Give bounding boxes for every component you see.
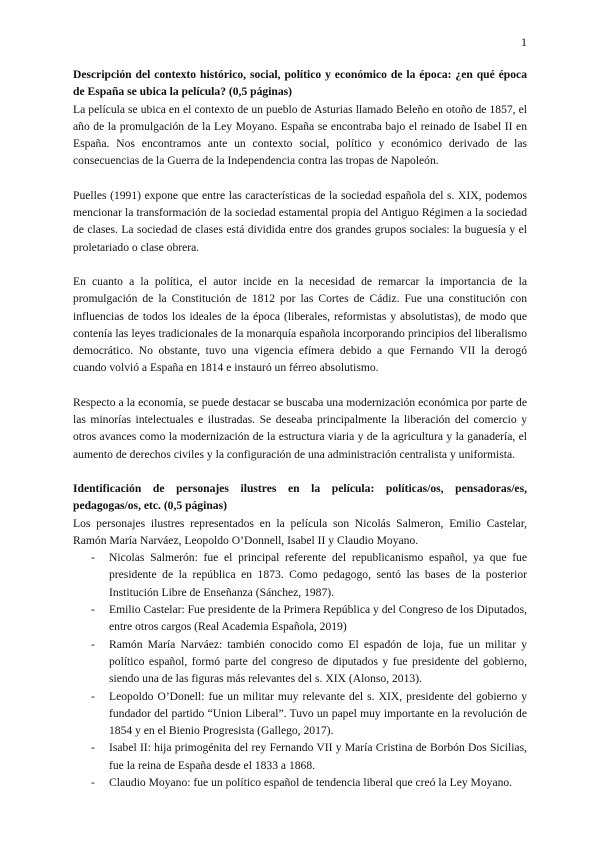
- list-item: [73, 688, 527, 740]
- list-item: [73, 739, 527, 774]
- section-heading-context: Descripción del contexto histórico, social, político y económico de la época: ¿en qué época de España se ubica la película? (0,5 páginas): [73, 68, 527, 99]
- paragraph-gap: [73, 170, 527, 187]
- paragraph-politics: En cuanto a la política, el autor incide en la necesidad de remarcar la importancia de la promulgación de la Constitución de 1812 por las Cortes de Cádiz. Fue una constitución con influencias de todos los ideales de la época (liberales, reformistas y absolutistas), de modo que contenía las leyes tradicionales de la monarquía española incorporando principios del liberalismo democrático. No obstante, tuvo una vigencia efímera debido a que Fernando VII la derogó cuando volvió a España en 1814 e instauró un férreo absolutismo.: [73, 274, 527, 375]
- list-item-text: Emilio Castelar: Fue presidente de la Primera República y del Congreso de los Diputados, entre otros cargos (Real Academia Española, 2019): [109, 603, 527, 634]
- list-item: [73, 601, 527, 636]
- list-item-text: Ramón María Narváez: también conocido como El espadón de loja, fue un militar y político español, formó parte del congreso de diputados y fue presidente del gobierno, siendo una de las figuras más relevantes del s. XIX (Alonso, 2013).: [109, 637, 527, 686]
- list-item-text: Nicolas Salmerón: fue el principal referente del republicanismo español, ya que fue presidente de la república en 1873. Como pedagogo, sentó las bases de la posterior Institución Libre de Enseñanza (Sánchez, 1987).: [109, 551, 527, 599]
- list-bullet: -: [91, 637, 95, 651]
- paragraph-characters-intro: Los personajes ilustres representados en la película son Nicolás Salmeron, Emilio Castelar, Ramón María Narváez, Leopoldo O’Donnell, Isabel II y Claudio Moyano.: [73, 516, 527, 547]
- list-item: [73, 774, 527, 791]
- paragraph-gap: [73, 463, 527, 480]
- paragraph-gap: [73, 377, 527, 394]
- list-item-text: Leopoldo O’Donell: fue un militar muy relevante del s. XIX, presidente del gobierno y fundador del partido “Union Liberal”. Tuvo un papel muy importante en la revolución de 1854 y en el Bienio Progresista (Gallego, 2017).: [109, 689, 527, 738]
- list-bullet: -: [91, 689, 95, 703]
- list-item: [73, 636, 527, 688]
- list-item: [73, 549, 527, 601]
- paragraph-setting: La película se ubica en el contexto de un pueblo de Asturias llamado Beleño en otoño de 1857, el año de la promulgación de la Ley Moyano. España se encontraba bajo el reinado de Isabel II en España. Nos encontramos ante un contexto social, político y económico derivado de las consecuencias de la Guerra de la Independencia contra las tropas de Napoleón.: [73, 102, 527, 168]
- list-item-text: Claudio Moyano: fue un político español de tendencia liberal que creó la Ley Moyano.: [109, 775, 513, 789]
- document-body: [73, 66, 527, 791]
- paragraph-society: Puelles (1991) expone que entre las características de la sociedad española del s. XIX, podemos mencionar la transformación de la sociedad estamental propia del Antiguo Régimen a la sociedad de clases. La sociedad de clases está dividida entre dos grandes grupos sociales: la buguesía y el proletariado o clase obrera.: [73, 188, 527, 254]
- page-number: 1: [521, 35, 527, 49]
- paragraph-gap: [73, 256, 527, 273]
- list-bullet: -: [91, 741, 95, 755]
- section-heading-characters: Identificación de personajes ilustres en la película: políticas/os, pensadoras/es, pedagogas/os, etc. (0,5 páginas): [73, 481, 527, 513]
- list-bullet: -: [91, 603, 95, 617]
- paragraph-economy: Respecto a la economía, se puede destacar se buscaba una modernización económica por parte de las minorías intelectuales e ilustradas. Se deseaba principalmente la liberación del comercio y otros avances como la modernización de la estructura viaria y de la agricultura y la ganadería, el aumento de derechos civiles y la configuración de una administración centralista y uniformista.: [73, 395, 527, 461]
- list-bullet: -: [91, 551, 95, 565]
- characters-list: [73, 549, 527, 791]
- list-bullet: -: [91, 775, 95, 789]
- list-item-text: Isabel II: hija primogénita del rey Fernando VII y María Cristina de Borbón Dos Sicilias, fue la reina de España desde el 1833 a 1868.: [109, 741, 527, 772]
